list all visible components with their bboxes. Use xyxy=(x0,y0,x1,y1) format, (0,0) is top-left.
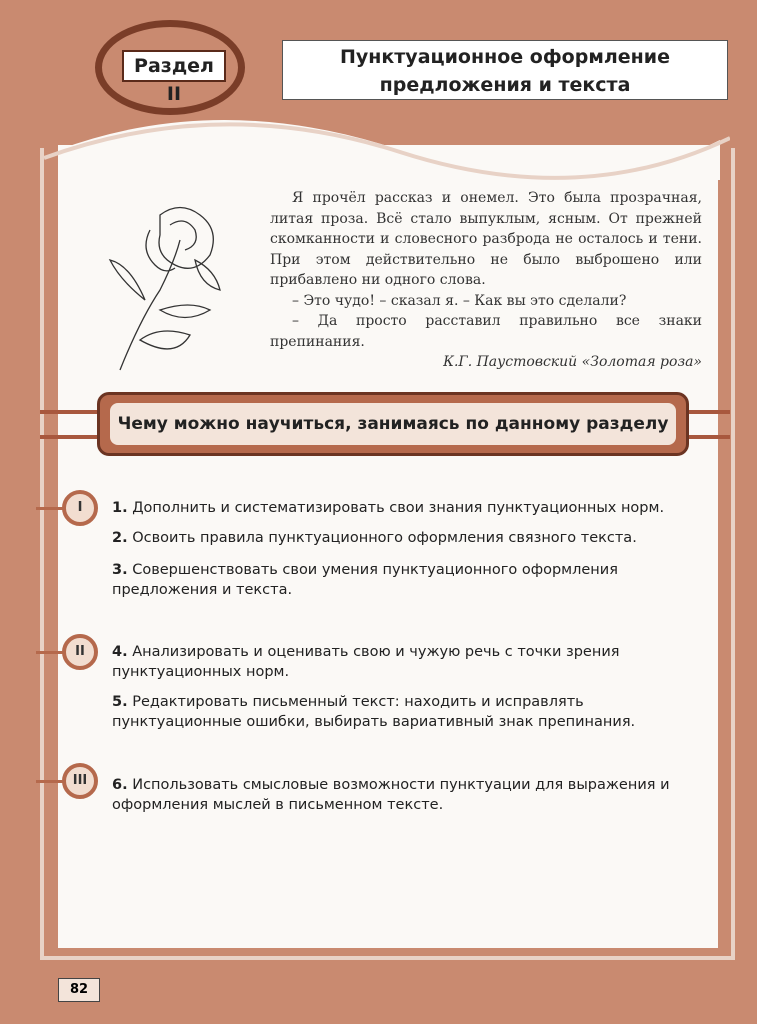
banner-heading: Чему можно научиться, занимаясь по данному разделу xyxy=(110,403,676,445)
title-line-1: Пунктуационное оформление xyxy=(339,46,670,68)
section-title xyxy=(282,40,728,100)
group-marker: I xyxy=(62,490,98,526)
goal-item: 2. Освоить правила пунктуационного оформления связного текста. xyxy=(112,530,637,546)
page-number: 82 xyxy=(58,978,100,1002)
group-marker: II xyxy=(62,634,98,670)
section-goals-banner xyxy=(97,392,689,456)
group-marker: III xyxy=(62,763,98,799)
epigraph-paragraph: – Да просто расставил правильно все знаки препинания. xyxy=(270,313,702,350)
goal-item: 1. Дополнить и систематизировать свои знания пунктуационных норм. xyxy=(112,500,665,516)
goal-item: 6. Использовать смысловые возможности пунктуации для выражения и оформления мыслей в письменном тексте. xyxy=(112,777,670,813)
epigraph-paragraph: – Это чудо! – сказал я. – Как вы это сделали? xyxy=(292,292,627,309)
section-label: Раздел II xyxy=(122,50,226,82)
goal-item: 4. Анализировать и оценивать свою и чужую речь с точки зрения пунктуационных норм. xyxy=(112,644,620,680)
goal-item: 5. Редактировать письменный текст: находить и исправлять пунктуационные ошибки, выбирать вариативный знак препинания. xyxy=(112,694,636,730)
epigraph xyxy=(270,188,702,373)
title-line-2: предложения и текста xyxy=(379,74,631,96)
epigraph-paragraph: Я прочёл рассказ и онемел. Это была прозрачная, литая проза. Всё стало выпуклым, ясным. От прежней скомканности и словесного разброда не осталось и тени. При этом действительно не было выброшено или прибавлено ни одного слова. xyxy=(270,190,702,288)
epigraph-author: К.Г. Паустовский «Золотая роза» xyxy=(443,354,702,370)
goal-item: 3. Совершенствовать свои умения пунктуационного оформления предложения и текста. xyxy=(112,562,618,598)
rose-illustration-icon xyxy=(100,200,230,380)
